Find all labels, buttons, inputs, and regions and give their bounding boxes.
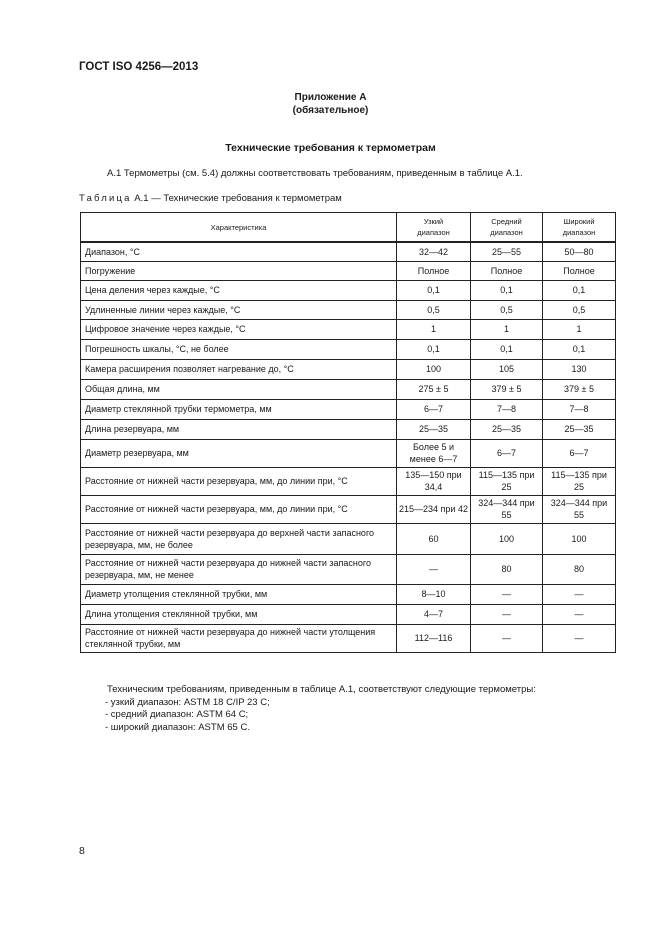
row-value-medium: Полное (471, 261, 543, 280)
row-characteristic: Длина резервуара, мм (81, 419, 397, 439)
row-characteristic: Расстояние от нижней части резервуара до верхней части запасного резервуара, мм, не более (81, 523, 397, 554)
row-characteristic: Диаметр утолщения стеклянной трубки, мм (81, 584, 397, 604)
row-value-medium: 379 ± 5 (471, 379, 543, 399)
row-value-medium: 25—55 (471, 242, 543, 261)
row-characteristic: Цена деления через каждые, °С (81, 280, 397, 300)
row-value-narrow: 6—7 (397, 399, 471, 419)
row-characteristic: Камера расширения позволяет нагревание до, °С (81, 359, 397, 379)
table-row (81, 467, 616, 495)
header-wide-line1: Широкий (563, 217, 595, 226)
intro-paragraph: А.1 Термометры (см. 5.4) должны соответствовать требованиям, приведенным в таблице А.1. (107, 168, 523, 179)
row-value-narrow: 1 (397, 319, 471, 339)
row-characteristic: Погружение (81, 261, 397, 280)
row-value-narrow: 275 ± 5 (397, 379, 471, 399)
table-row (81, 584, 616, 604)
row-value-narrow: 0,1 (397, 339, 471, 359)
header-characteristic: Характеристика (81, 213, 397, 243)
footer-item-medium: - средний диапазон: ASTM 64 C; (105, 709, 249, 720)
row-characteristic: Удлиненные линии через каждые, °С (81, 300, 397, 319)
row-value-wide: 115—135 при 25 (543, 467, 616, 495)
row-value-wide: 130 (543, 359, 616, 379)
row-value-medium: 105 (471, 359, 543, 379)
table-row (81, 439, 616, 467)
row-characteristic: Погрешность шкалы, °С, не более (81, 339, 397, 359)
table-body (81, 242, 616, 652)
annex-title: Приложение А (294, 92, 367, 103)
row-value-medium: 100 (471, 523, 543, 554)
row-value-wide: — (543, 624, 616, 652)
row-value-wide: 6—7 (543, 439, 616, 467)
row-characteristic: Расстояние от нижней части резервуара, мм, до линии при, °С (81, 495, 397, 523)
table-row (81, 359, 616, 379)
row-characteristic: Длина утолщения стеклянной трубки, мм (81, 604, 397, 624)
row-value-medium: 0,1 (471, 339, 543, 359)
row-value-narrow: 4—7 (397, 604, 471, 624)
table-caption-text: А.1 — Технические требования к термометрам (131, 193, 342, 204)
row-value-wide: — (543, 584, 616, 604)
row-value-wide: 100 (543, 523, 616, 554)
row-characteristic: Расстояние от нижней части резервуара до нижней части запасного резервуара, мм, не менее (81, 554, 397, 584)
footer-paragraph: Техническим требованиям, приведенным в таблице А.1, соответствуют следующие термометры: (107, 684, 536, 695)
requirements-table (80, 212, 616, 653)
footer-item-narrow: - узкий диапазон: ASTM 18 C/IP 23 C; (105, 696, 270, 708)
row-value-medium: — (471, 604, 543, 624)
row-value-medium: 80 (471, 554, 543, 584)
header-narrow-line2: диапазон (417, 228, 450, 237)
header-wide-range (543, 213, 616, 243)
footer-item-wide: - широкий диапазон: ASTM 65 C. (105, 721, 250, 733)
row-value-narrow: 0,5 (397, 300, 471, 319)
row-characteristic: Расстояние от нижней части резервуара, мм, до линии при, °С (81, 467, 397, 495)
table-row (81, 419, 616, 439)
page-number: 8 (79, 845, 85, 857)
row-value-wide: 0,5 (543, 300, 616, 319)
table-row (81, 523, 616, 554)
row-value-narrow: 60 (397, 523, 471, 554)
row-value-medium: 1 (471, 319, 543, 339)
table-row (81, 604, 616, 624)
table-row (81, 554, 616, 584)
table-row (81, 319, 616, 339)
header-narrow-range (397, 213, 471, 243)
row-characteristic: Диапазон, °С (81, 242, 397, 261)
header-wide-line2: диапазон (562, 228, 596, 237)
table-row (81, 379, 616, 399)
row-value-wide: 1 (543, 319, 616, 339)
table-row (81, 624, 616, 652)
row-value-narrow: 8—10 (397, 584, 471, 604)
row-value-narrow: 32—42 (397, 242, 471, 261)
row-value-narrow: Более 5 и менее 6—7 (397, 439, 471, 467)
row-value-narrow: 135—150 при 34,4 (397, 467, 471, 495)
row-value-wide: Полное (543, 261, 616, 280)
row-value-narrow: 215—234 при 42 (397, 495, 471, 523)
row-value-wide: 7—8 (543, 399, 616, 419)
row-value-medium: 115—135 при 25 (471, 467, 543, 495)
row-value-narrow: 0,1 (397, 280, 471, 300)
row-value-medium: — (471, 624, 543, 652)
table-row (81, 339, 616, 359)
row-value-medium: 324—344 при 55 (471, 495, 543, 523)
row-value-wide: 0,1 (543, 339, 616, 359)
table-row (81, 280, 616, 300)
table-row (81, 242, 616, 261)
row-value-narrow: — (397, 554, 471, 584)
table-row (81, 300, 616, 319)
document-header: ГОСТ ISO 4256—2013 (79, 61, 199, 73)
row-value-narrow: Полное (397, 261, 471, 280)
table-row (81, 495, 616, 523)
row-value-medium: 0,1 (471, 280, 543, 300)
annex-heading (0, 91, 661, 117)
row-value-medium: 25—35 (471, 419, 543, 439)
section-title: Технические требования к термометрам (225, 142, 436, 154)
row-value-medium: 6—7 (471, 439, 543, 467)
header-medium-line1: Средний (491, 217, 522, 226)
row-value-wide: — (543, 604, 616, 624)
row-value-medium: 7—8 (471, 399, 543, 419)
row-characteristic: Цифровое значение через каждые, °С (81, 319, 397, 339)
header-medium-range (471, 213, 543, 243)
footer-text (107, 684, 536, 734)
row-value-wide: 80 (543, 554, 616, 584)
row-value-medium: — (471, 584, 543, 604)
header-medium-line2: диапазон (490, 228, 523, 237)
row-characteristic: Диаметр стеклянной трубки термометра, мм (81, 399, 397, 419)
row-characteristic: Расстояние от нижней части резервуара до нижней части утолщения стеклянной трубки, мм (81, 624, 397, 652)
annex-status: (обязательное) (292, 105, 369, 116)
row-value-narrow: 25—35 (397, 419, 471, 439)
table-caption-label: Таблица (79, 193, 132, 204)
table-caption (79, 193, 342, 204)
row-value-narrow: 100 (397, 359, 471, 379)
header-narrow-line1: Узкий (423, 217, 444, 226)
row-characteristic: Диаметр резервуара, мм (81, 439, 397, 467)
row-value-wide: 324—344 при 55 (543, 495, 616, 523)
row-value-wide: 50—80 (543, 242, 616, 261)
row-value-narrow: 112—116 (397, 624, 471, 652)
row-value-wide: 0,1 (543, 280, 616, 300)
row-value-wide: 379 ± 5 (543, 379, 616, 399)
row-value-wide: 25—35 (543, 419, 616, 439)
table-row (81, 399, 616, 419)
row-characteristic: Общая длина, мм (81, 379, 397, 399)
table-row (81, 261, 616, 280)
row-value-medium: 0,5 (471, 300, 543, 319)
